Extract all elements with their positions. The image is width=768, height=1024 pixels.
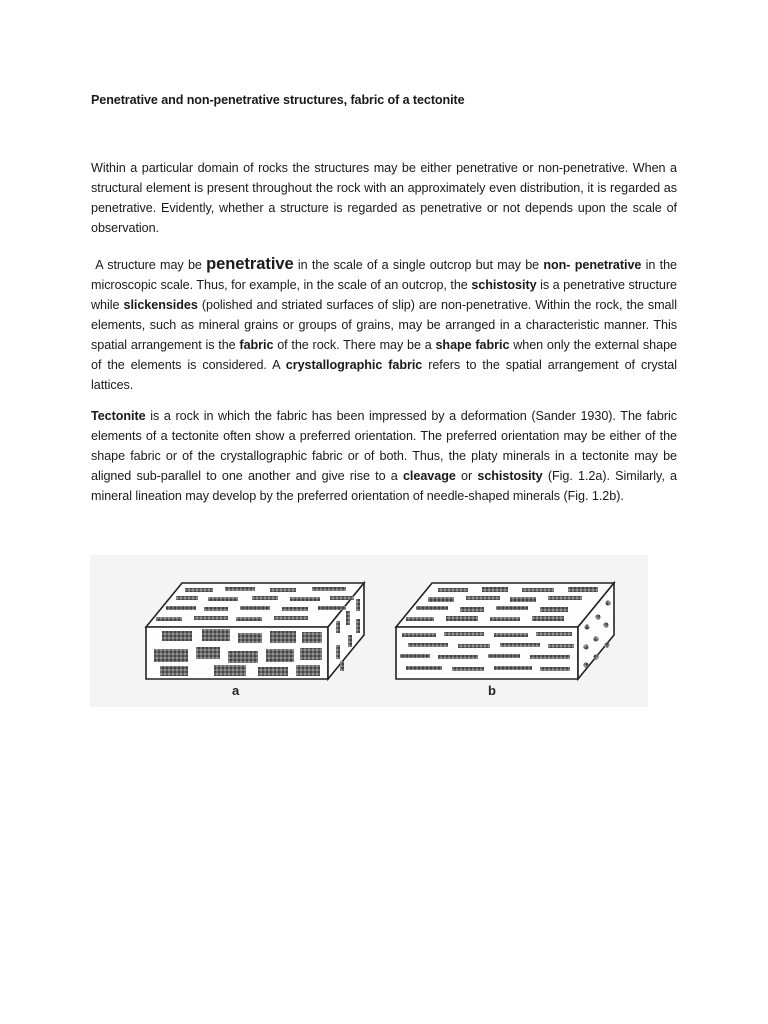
section-heading: Penetrative and non-penetrative structures, fabric of a tectonite — [91, 93, 465, 107]
bold-term-fabric: fabric — [239, 338, 274, 352]
block-b-diagram — [396, 583, 614, 679]
bold-term-penetrative: penetrative — [206, 255, 294, 273]
bold-term-cleavage: cleavage — [402, 469, 456, 483]
text-run: A structure may be — [95, 258, 207, 272]
text-run: refers to the spatial arrangement of crystal lattices. — [91, 358, 677, 392]
bold-term-non-penetrative: non- penetrative — [543, 258, 642, 272]
text-run: is a rock in which the fabric has been impressed by a deformation (Sander 1930). The fabric elements of a tectonite often show a preferred orientation. The preferred orientation may be either of the shape fabric or of the crystallographic fabric or of both. Thus, the platy minerals in a tectonite may be aligned sub-parallel to one another and give rise to a — [91, 409, 677, 483]
text-run: in the microscopic scale. Thus, for example, in the scale of an outcrop, the — [91, 258, 677, 292]
paragraph-fabric — [91, 254, 677, 395]
bold-term-schistosity: schistosity — [471, 278, 537, 292]
bold-term-schistosity: schistosity — [477, 469, 543, 483]
figure-label-a: a — [232, 683, 240, 698]
block-a-diagram — [146, 583, 364, 679]
text-run: when only the external shape of the elements is considered. A — [91, 338, 677, 372]
figure-label-b: b — [488, 683, 496, 698]
figure-illustration — [90, 555, 648, 707]
text-run: of the rock. There may be a — [273, 338, 436, 352]
text-run: or — [455, 469, 478, 483]
bold-term-crystallographic-fabric: crystallographic fabric — [285, 358, 423, 372]
paragraph-tectonite — [91, 406, 677, 506]
figure-fabric-blocks — [90, 555, 648, 707]
text-run: (polished and striated surfaces of slip) are non-penetrative. Within the rock, the small elements, such as mineral grains or groups of grains, may be arranged in a characteristic manner. This spatial arrangement is the — [91, 298, 678, 352]
text-run: is a penetrative structure while — [91, 278, 677, 312]
bold-term-shape-fabric: shape fabric — [435, 338, 510, 352]
paragraph-penetrative-definition: Within a particular domain of rocks the structures may be either penetrative or non-penetrative. When a structural element is present throughout the rock with an approximately even distribution, it is regarded as penetrative. Evidently, whether a structure is regarded as penetrative or not depends upon the scale of observation. — [91, 161, 677, 235]
text-run: (Fig. 1.2a). Similarly, a mineral lineation may develop by the preferred orientation of needle-shaped minerals (Fig. 1.2b). — [91, 469, 678, 503]
text-run: in the scale of a single outcrop but may be — [293, 258, 544, 272]
bold-term-tectonite: Tectonite — [91, 409, 146, 423]
bold-term-slickensides: slickensides — [123, 298, 198, 312]
